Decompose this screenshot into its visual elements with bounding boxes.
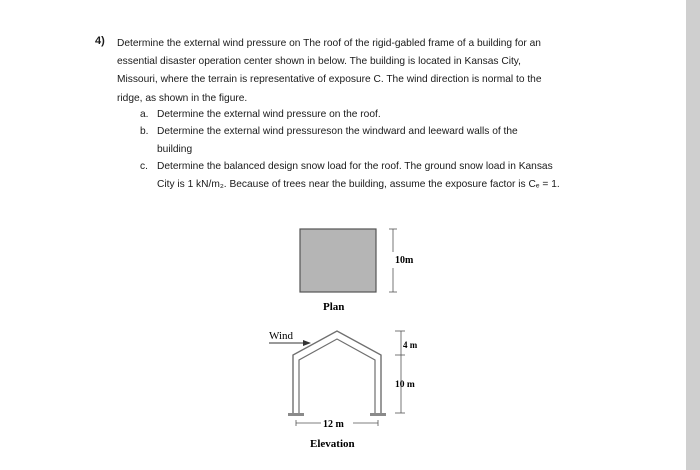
part-b-text [157, 123, 610, 158]
part-b-marker: b. [140, 126, 149, 137]
base-plate-right [370, 413, 386, 416]
span-dimension: 12 m [323, 419, 344, 430]
part-c [140, 158, 610, 193]
part-a [140, 106, 610, 124]
part-c-marker: c. [140, 161, 148, 172]
plan-dimension: 10m [395, 255, 414, 266]
frame-inner [299, 339, 375, 413]
part-b-line: Determine the external wind pressureson the windward and leeward walls of the [157, 126, 518, 137]
part-c-text [157, 158, 610, 193]
plan-rectangle [300, 229, 376, 292]
part-c-line: City is 1 kN/m₂. Because of trees near the building, assume the exposure factor is Cₑ = 1. [157, 178, 560, 190]
part-b [140, 123, 610, 158]
base-plate-left [288, 413, 304, 416]
plan-label: Plan [323, 301, 345, 313]
wall-height-dimension: 10 m [395, 380, 415, 390]
question-line: Determine the external wind pressure on The roof of the rigid-gabled frame of a building for an [117, 38, 541, 49]
elevation-label: Elevation [310, 438, 355, 450]
question-text [117, 35, 617, 108]
part-a-line: Determine the external wind pressure on the roof. [157, 109, 381, 120]
wind-label: Wind [269, 330, 293, 342]
scrollbar-gutter [686, 0, 700, 470]
question-number: 4) [95, 35, 105, 47]
part-a-text [157, 106, 610, 124]
roof-rise-dimension: 4 m [403, 340, 418, 350]
question-line: Missouri, where the terrain is representative of exposure C. The wind direction is normal to the [117, 74, 542, 86]
part-a-marker: a. [140, 109, 149, 120]
part-c-line: Determine the balanced design snow load for the roof. The ground snow load in Kansas [157, 161, 553, 172]
question-line: essential disaster operation center shown in below. The building is located in Kansas City, [117, 56, 521, 68]
part-b-line: building [157, 143, 193, 155]
question-line: ridge, as shown in the figure. [117, 92, 248, 104]
building-figure [255, 215, 435, 460]
